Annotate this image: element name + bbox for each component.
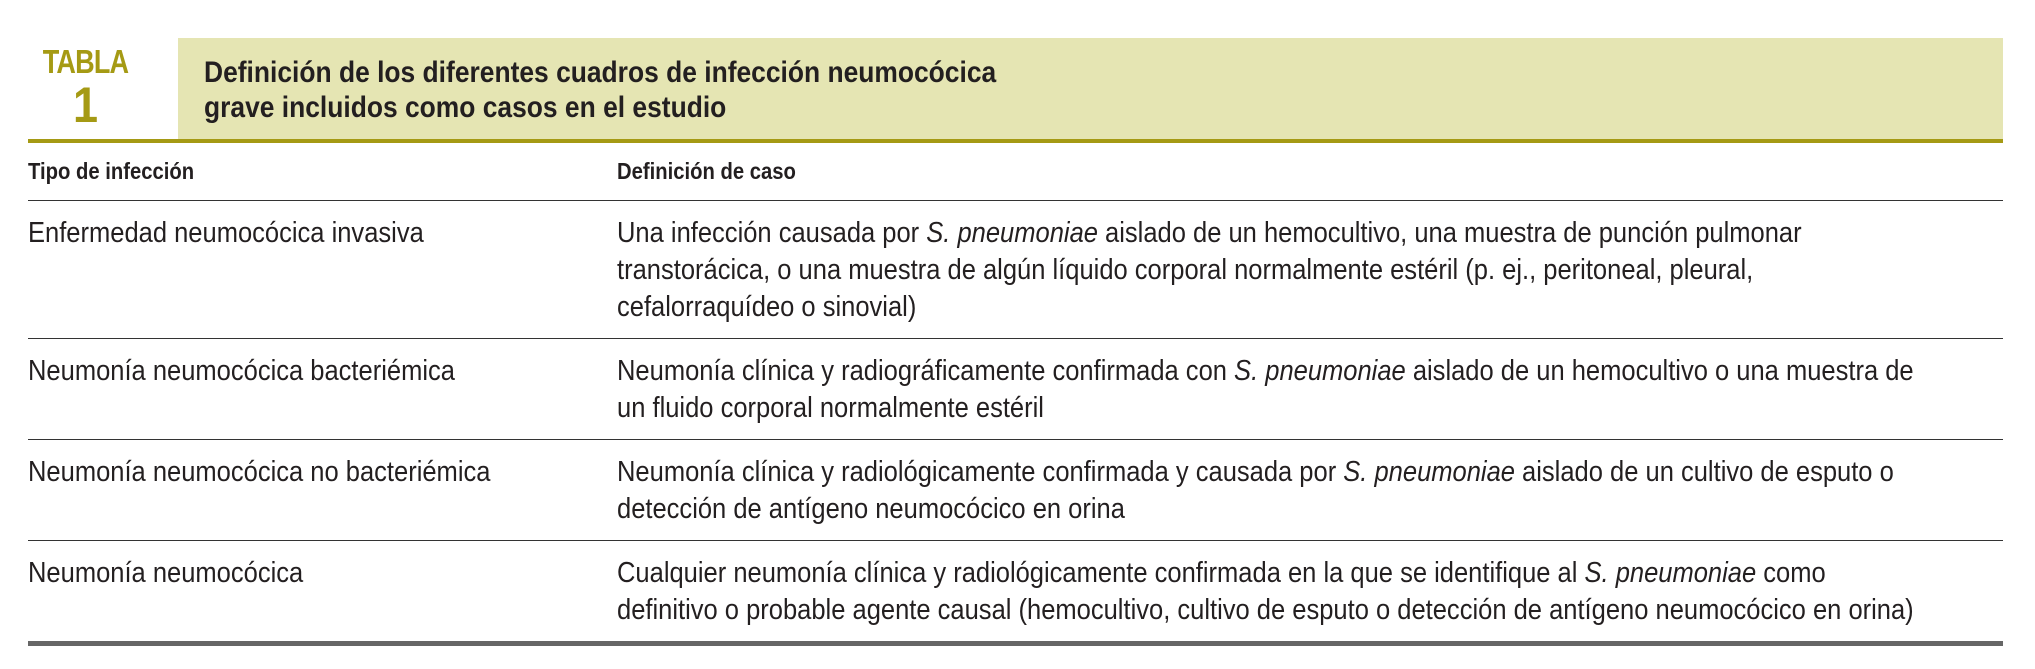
table-tag-number: 1: [72, 77, 99, 133]
definitions-table: [28, 143, 2003, 646]
definition-line: Una infección causada por S. pneumoniae aislado de un hemocultivo, una muestra de punción pulmonar: [617, 217, 1802, 249]
infection-type-cell: [28, 201, 617, 339]
definition-line: cefalorraquídeo o sinovial): [617, 291, 917, 323]
table-row: [28, 339, 2003, 440]
case-definition-text: [617, 353, 1914, 427]
table-title-band: [178, 38, 2003, 139]
table-header-row: [28, 143, 2003, 201]
table-container: [28, 38, 2003, 646]
column-header-definition: Definición de caso: [617, 143, 2003, 201]
infection-type-cell: [28, 339, 617, 440]
table-row: [28, 201, 2003, 339]
table-title-line: Definición de los diferentes cuadros de infección neumocócica: [204, 56, 997, 89]
column-header-type: Tipo de infección: [28, 143, 617, 201]
infection-type-text: Neumonía neumocócica bacteriémica: [28, 355, 455, 387]
case-definition-text: [617, 215, 1802, 326]
definition-line: definitivo o probable agente causal (hemocultivo, cultivo de esputo o detección de antígeno neumocócico en orina): [617, 594, 1914, 626]
species-name: S. pneumoniae: [926, 217, 1098, 249]
table-title: [204, 55, 996, 125]
species-name: S. pneumoniae: [1234, 355, 1406, 387]
table-tag: [28, 38, 148, 139]
case-definition-text: [617, 555, 1914, 629]
definition-line: transtorácica, o una muestra de algún líquido corporal normalmente estéril (p. ej., peritoneal, pleural,: [617, 254, 1754, 286]
definition-line: Neumonía clínica y radiográficamente confirmada con S. pneumoniae aislado de un hemocultivo o una muestra de: [617, 355, 1914, 387]
table-row: [28, 541, 2003, 644]
case-definition-cell: [617, 440, 2003, 541]
table-row: [28, 440, 2003, 541]
species-name: S. pneumoniae: [1343, 456, 1515, 488]
table-tag-word: TABLA: [42, 43, 129, 80]
infection-type-cell: [28, 541, 617, 644]
case-definition-cell: [617, 339, 2003, 440]
definition-line: un fluido corporal normalmente estéril: [617, 392, 1044, 424]
table-title-line: grave incluidos como casos en el estudio: [204, 91, 727, 124]
case-definition-text: [617, 454, 1894, 528]
infection-type-text: Enfermedad neumocócica invasiva: [28, 217, 424, 249]
case-definition-cell: [617, 201, 2003, 339]
infection-type-cell: [28, 440, 617, 541]
definition-line: Cualquier neumonía clínica y radiológicamente confirmada en la que se identifique al S. pneumoniae como: [617, 557, 1826, 589]
definition-line: Neumonía clínica y radiológicamente confirmada y causada por S. pneumoniae aislado de un cultivo de esputo o: [617, 456, 1894, 488]
table-header-band: [28, 38, 2003, 143]
case-definition-cell: [617, 541, 2003, 644]
infection-type-text: Neumonía neumocócica no bacteriémica: [28, 456, 491, 488]
infection-type-text: Neumonía neumocócica: [28, 557, 304, 589]
definition-line: detección de antígeno neumocócico en orina: [617, 493, 1125, 525]
species-name: S. pneumoniae: [1584, 557, 1757, 589]
